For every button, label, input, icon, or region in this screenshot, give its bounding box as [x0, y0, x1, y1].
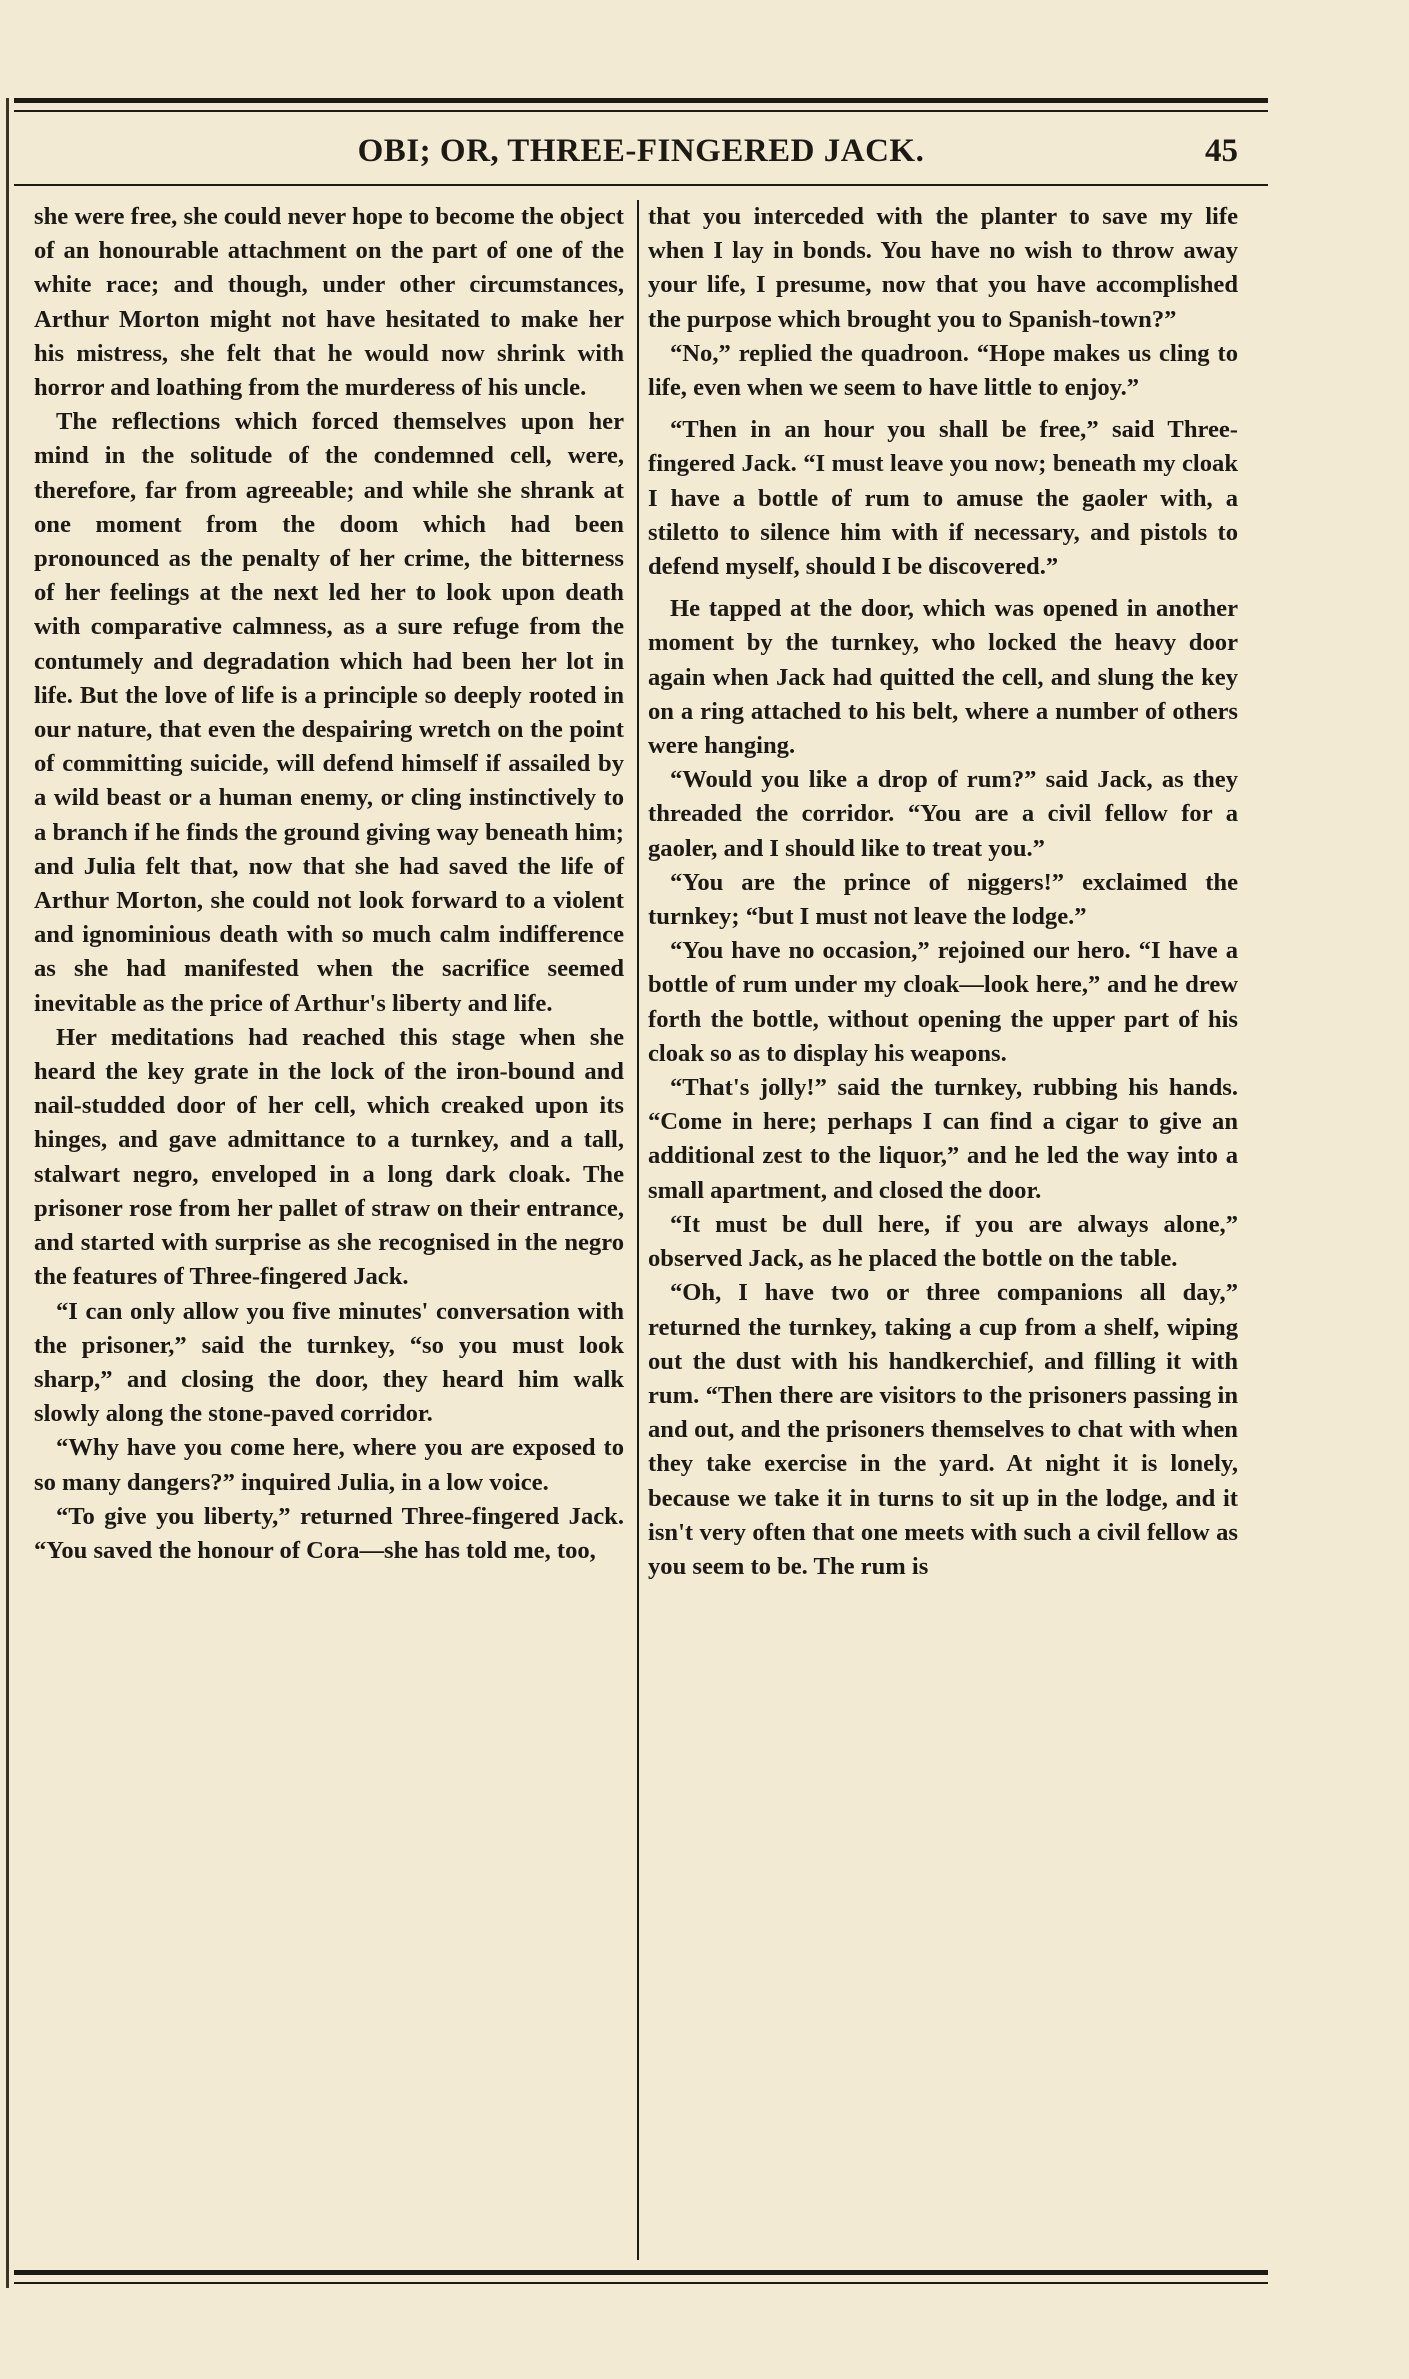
bottom-rule-thin: [14, 2282, 1268, 2284]
paragraph: He tapped at the door, which was opened in another moment by the turnkey, who locked the heavy door again when Jack had quitted the cell, and slung the key on a ring attached to his belt, where a number of others were hanging.: [648, 595, 1238, 760]
bottom-rule: [14, 2270, 1268, 2275]
paragraph: that you interceded with the planter to save my life when I lay in bonds. You have no wish to throw away your life, I presume, now that you have accomplished the purpose which brought you to Spanish-town?”: [648, 203, 1238, 333]
left-column: [34, 200, 624, 1568]
page-header: [14, 126, 1268, 176]
running-title: OBI; OR, THREE-FINGERED JACK.: [357, 133, 925, 169]
paragraph: The reflections which forced themselves upon her mind in the solitude of the condemned cell, were, therefore, far from agreeable; and while she shrank at one moment from the doom which had been pronounced as the penalty of her crime, the bitterness of her feelings at the next led her to look upon death with comparative calmness, as a sure refuge from the contumely and degradation which had been her lot in life. But the love of life is a principle so deeply rooted in our nature, that even the despairing wretch on the point of committing suicide, will defend himself if assailed by a wild beast or a human enemy, or cling instinctively to a branch if he finds the ground giving way beneath him; and Julia felt that, now that she had saved the life of Arthur Morton, she could not look forward to a violent and ignominious death with so much calm indifference as she had manifested when the sacrifice seemed inevitable as the price of Arthur's liberty and life.: [34, 408, 624, 1017]
paragraph: “It must be dull here, if you are always alone,” observed Jack, as he placed the bottle on the table.: [648, 1210, 1238, 1273]
paragraph: “To give you liberty,” returned Three-fingered Jack. “You saved the honour of Cora—she has told me, too,: [34, 1502, 624, 1564]
paragraph: she were free, she could never hope to become the object of an honourable attachment on the part of one of the white race; and though, under other circumstances, Arthur Morton might not have hesitated to make her his mistress, she felt that he would now shrink with horror and loathing from the murderess of his uncle.: [34, 203, 624, 402]
page-edge-shadow: [6, 98, 9, 2288]
paragraph: “Why have you come here, where you are exposed to so many dangers?” inquired Julia, in a low voice.: [34, 1434, 624, 1496]
paragraph: “You have no occasion,” rejoined our hero. “I have a bottle of rum under my cloak—look here,” and he drew forth the bottle, without opening the upper part of his cloak so as to display his weapons.: [648, 937, 1238, 1067]
column-divider: [637, 200, 639, 2260]
paragraph: “No,” replied the quadroon. “Hope makes us cling to life, even when we seem to have little to enjoy.”: [648, 339, 1238, 402]
paragraph: “That's jolly!” said the turnkey, rubbing his hands. “Come in here; perhaps I can find a cigar to give an additional zest to the liquor,” and he led the way into a small apartment, and closed the door.: [648, 1074, 1238, 1204]
paragraph: Her meditations had reached this stage when she heard the key grate in the lock of the iron-bound and nail-studded door of her cell, which creaked upon its hinges, and gave admittance to a turnkey, and a tall, stalwart negro, enveloped in a long dark cloak. The prisoner rose from her pallet of straw on their entrance, and started with surprise as she recognised in the negro the features of Three-fingered Jack.: [34, 1023, 624, 1291]
right-column: [648, 200, 1238, 1584]
paragraph: “Would you like a drop of rum?” said Jack, as they threaded the corridor. “You are a civil fellow for a gaoler, and I should like to treat you.”: [648, 766, 1238, 862]
header-rule: [14, 184, 1268, 186]
paragraph: “I can only allow you five minutes' conversation with the prisoner,” said the turnkey, “so you must look sharp,” and closing the door, they heard him walk slowly along the stone-paved corridor.: [34, 1297, 624, 1428]
paragraph: “Oh, I have two or three companions all day,” returned the turnkey, taking a cup from a shelf, wiping out the dust with his handkerchief, and filling it with rum. “Then there are visitors to the prisoners passing in and out, and the prisoners themselves to chat with when they take exercise in the yard. At night it is lonely, because we take it in turns to sit up in the lodge, and it isn't very often that one meets with such a civil fellow as you seem to be. The rum is: [648, 1279, 1238, 1580]
paragraph: “Then in an hour you shall be free,” said Three-fingered Jack. “I must leave you now; beneath my cloak I have a bottle of rum to amuse the gaoler with, a stiletto to silence him with if necessary, and pistols to defend myself, should I be discovered.”: [648, 416, 1238, 581]
paragraph: “You are the prince of niggers!” exclaimed the turnkey; “but I must not leave the lodge.”: [648, 868, 1238, 931]
top-rule-thin: [14, 110, 1268, 112]
page-number: 45: [1205, 133, 1238, 169]
top-rule: [14, 98, 1268, 103]
